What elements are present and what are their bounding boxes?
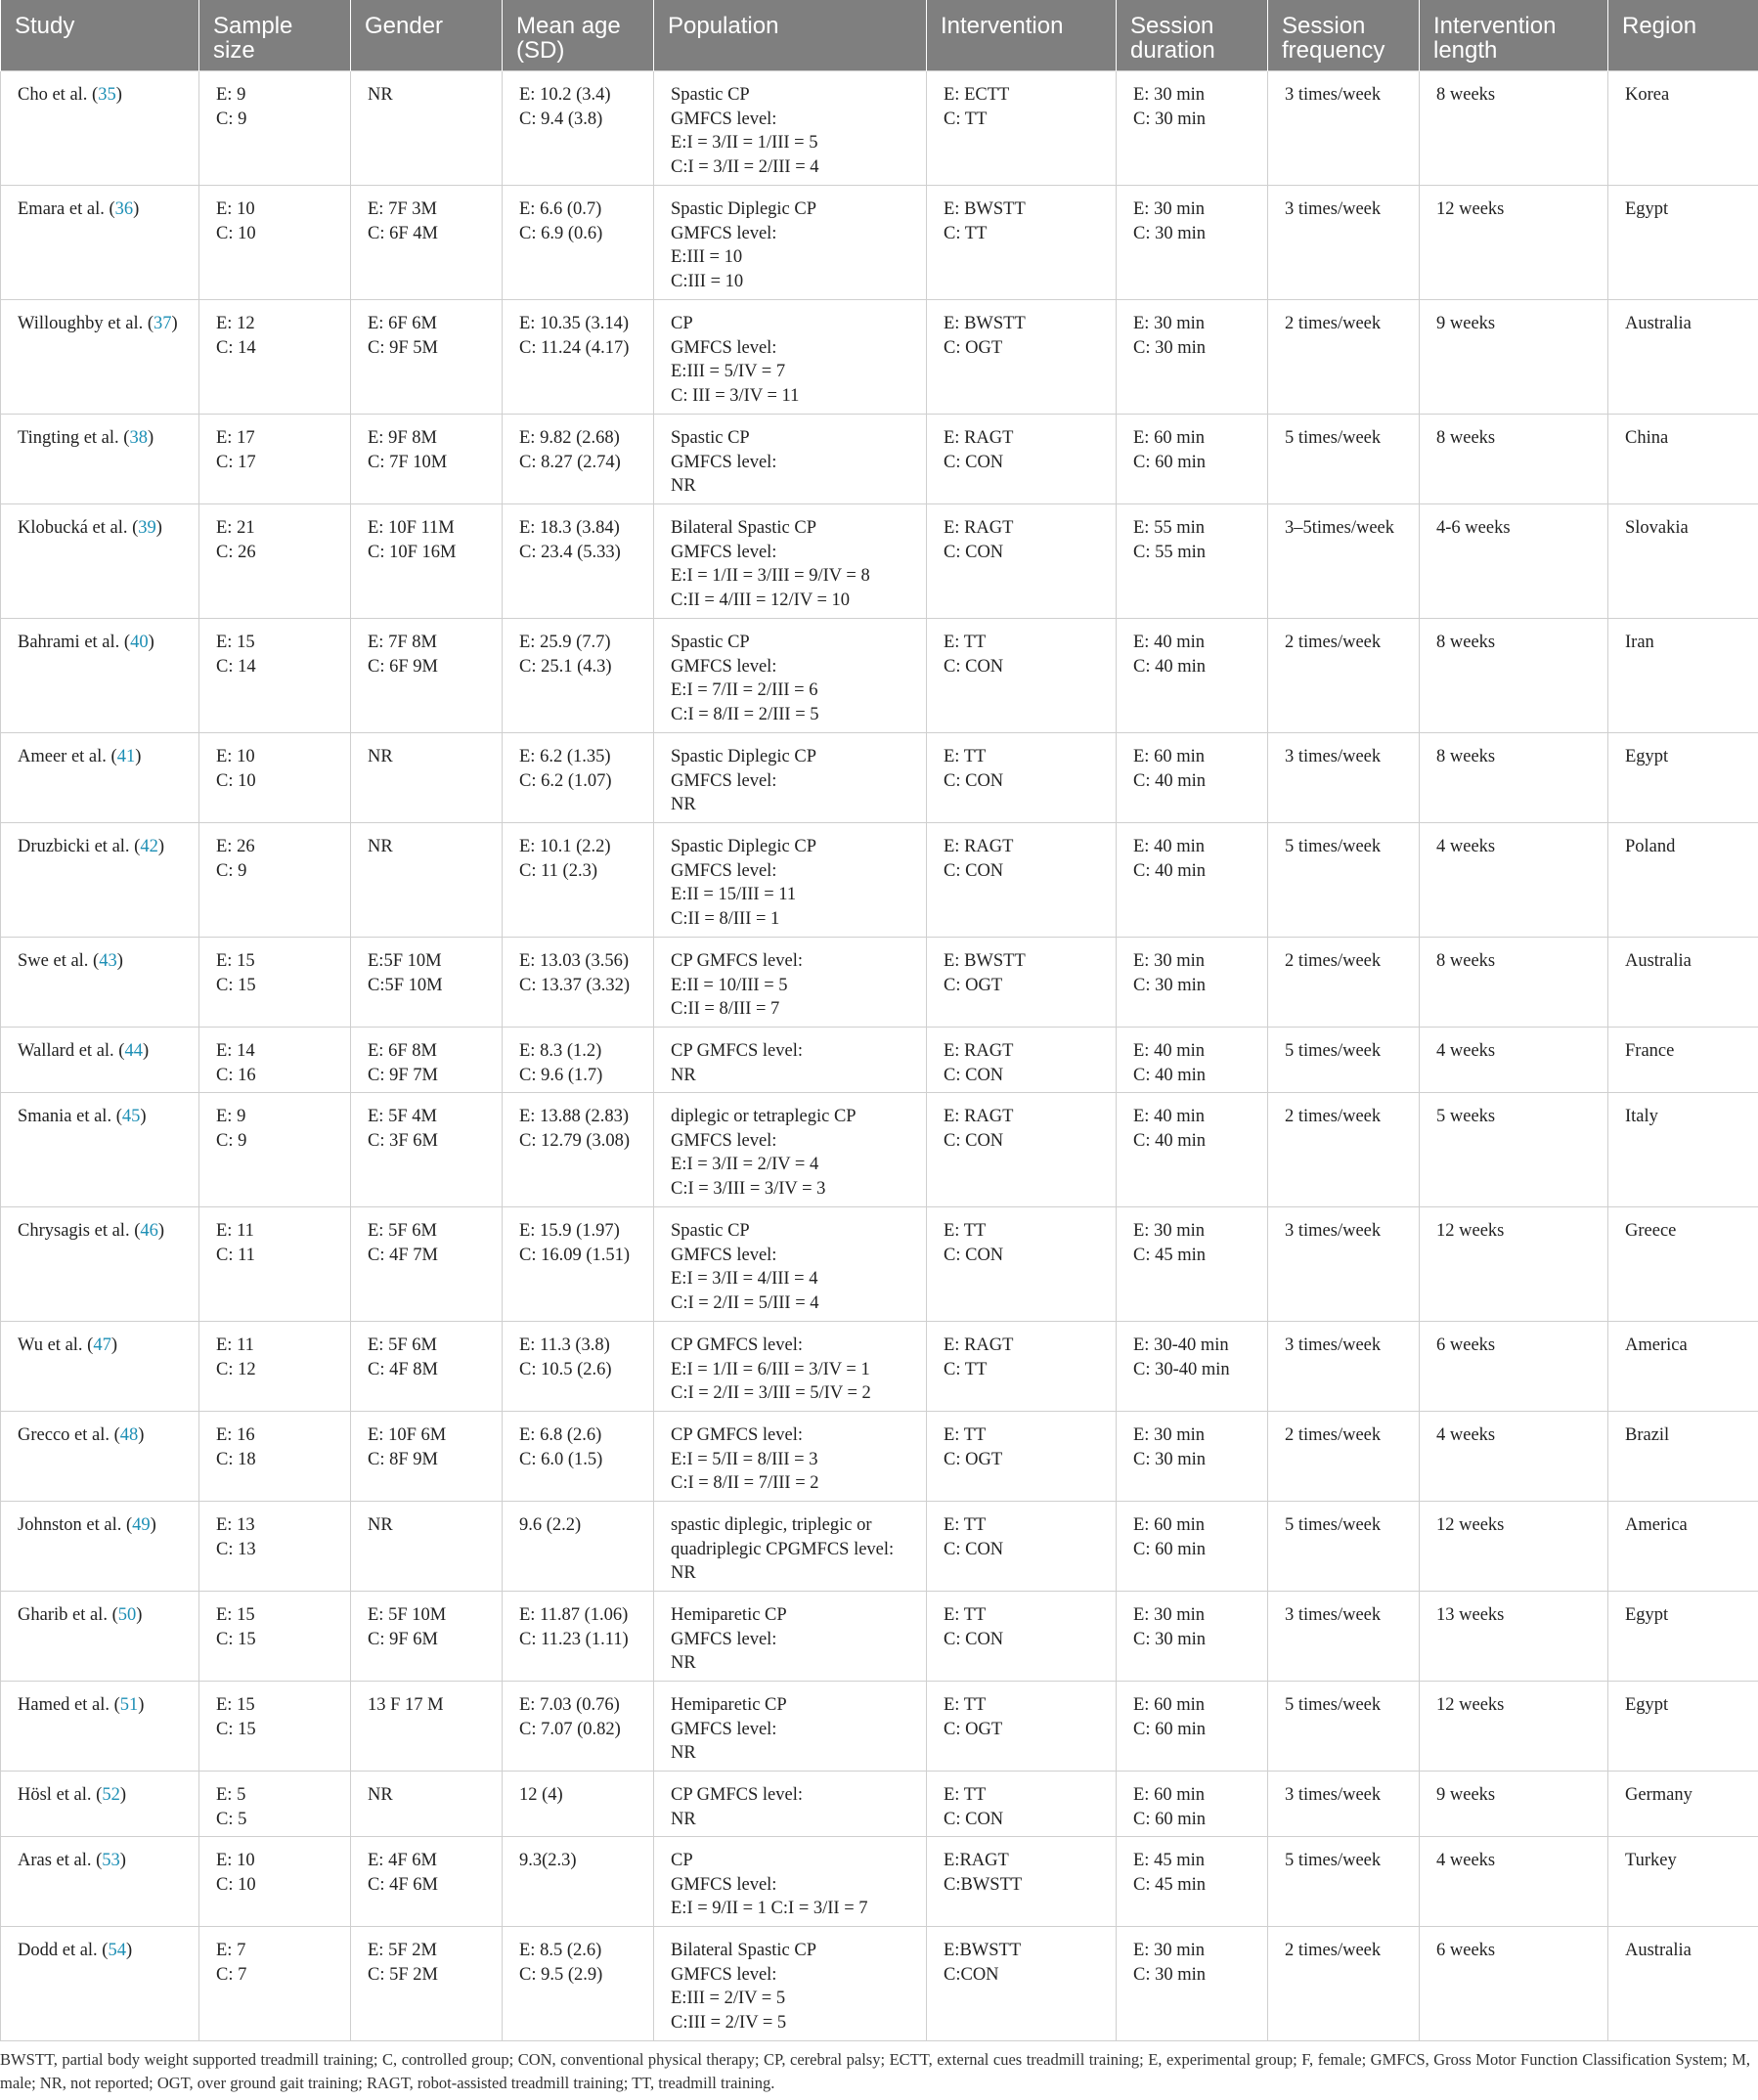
- intervention-length-cell: 9 weeks: [1420, 1772, 1608, 1837]
- session-frequency-cell: 2 times/week: [1268, 300, 1420, 415]
- study-name: Hamed et al. (: [18, 1695, 120, 1715]
- reference-link[interactable]: 41: [116, 747, 136, 766]
- intervention-cell: E: RAGT C: CON: [927, 1028, 1117, 1093]
- region-cell: Iran: [1608, 619, 1758, 733]
- reference-link[interactable]: 36: [114, 199, 134, 219]
- study-cell: [1, 300, 199, 415]
- study-name: Klobucká et al. (: [18, 518, 139, 538]
- gender-cell: E: 5F 6M C: 4F 7M: [351, 1207, 503, 1322]
- session-frequency-cell: 2 times/week: [1268, 1093, 1420, 1207]
- population-cell: diplegic or tetraplegic CP GMFCS level: E:I = 3/II = 2/IV = 4 C:I = 3/III = 3/IV = 3: [654, 1093, 927, 1207]
- reference-link[interactable]: 51: [119, 1695, 139, 1715]
- reference-close-paren: ): [138, 1425, 145, 1445]
- reference-close-paren: ): [133, 199, 140, 219]
- study-cell: [1, 1927, 199, 2041]
- study-cell: [1, 504, 199, 619]
- population-cell: Spastic CP GMFCS level: E:I = 3/II = 1/III = 5 C:I = 3/II = 2/III = 4: [654, 71, 927, 186]
- mean-age-cell: E: 18.3 (3.84) C: 23.4 (5.33): [503, 504, 654, 619]
- study-cell: [1, 1207, 199, 1322]
- gender-cell: E: 5F 6M C: 4F 8M: [351, 1322, 503, 1412]
- reference-link[interactable]: 35: [98, 85, 116, 105]
- intervention-cell: E: TT C: OGT: [927, 1412, 1117, 1502]
- session-duration-cell: E: 55 min C: 55 min: [1117, 504, 1268, 619]
- sample-size-cell: E: 12 C: 14: [199, 300, 351, 415]
- intervention-length-cell: 12 weeks: [1420, 1682, 1608, 1772]
- reference-close-paren: ): [157, 837, 165, 856]
- study-cell: [1, 71, 199, 186]
- session-frequency-cell: 5 times/week: [1268, 1502, 1420, 1592]
- intervention-cell: E: RAGT C: CON: [927, 504, 1117, 619]
- mean-age-cell: E: 10.35 (3.14) C: 11.24 (4.17): [503, 300, 654, 415]
- column-header-gender: Gender: [351, 0, 503, 71]
- reference-link[interactable]: 45: [121, 1107, 141, 1126]
- reference-link[interactable]: 53: [102, 1851, 120, 1870]
- column-header-study: Study: [1, 0, 199, 71]
- reference-link[interactable]: 42: [140, 837, 158, 856]
- intervention-length-cell: 12 weeks: [1420, 186, 1608, 300]
- column-header-population: Population: [654, 0, 927, 71]
- gender-cell: NR: [351, 1502, 503, 1592]
- table-row: [1, 1207, 1758, 1322]
- region-cell: Egypt: [1608, 1682, 1758, 1772]
- mean-age-cell: E: 15.9 (1.97) C: 16.09 (1.51): [503, 1207, 654, 1322]
- study-name: Tingting et al. (: [18, 428, 130, 448]
- session-frequency-cell: 5 times/week: [1268, 1837, 1420, 1927]
- session-duration-cell: E: 30 min C: 30 min: [1117, 1412, 1268, 1502]
- region-cell: Egypt: [1608, 733, 1758, 823]
- session-duration-cell: E: 30 min C: 30 min: [1117, 71, 1268, 186]
- session-frequency-cell: 5 times/week: [1268, 415, 1420, 504]
- study-name: Wallard et al. (: [18, 1041, 125, 1061]
- gender-cell: E: 5F 4M C: 3F 6M: [351, 1093, 503, 1207]
- session-frequency-cell: 3 times/week: [1268, 1322, 1420, 1412]
- gender-cell: E: 5F 2M C: 5F 2M: [351, 1927, 503, 2041]
- intervention-length-cell: 4 weeks: [1420, 1412, 1608, 1502]
- session-frequency-cell: 2 times/week: [1268, 1412, 1420, 1502]
- session-frequency-cell: 3 times/week: [1268, 1772, 1420, 1837]
- session-duration-cell: E: 30-40 min C: 30-40 min: [1117, 1322, 1268, 1412]
- reference-link[interactable]: 47: [93, 1335, 111, 1355]
- intervention-cell: E: BWSTT C: OGT: [927, 938, 1117, 1028]
- mean-age-cell: E: 11.3 (3.8) C: 10.5 (2.6): [503, 1322, 654, 1412]
- gender-cell: NR: [351, 733, 503, 823]
- mean-age-cell: 12 (4): [503, 1772, 654, 1837]
- gender-cell: E: 6F 8M C: 9F 7M: [351, 1028, 503, 1093]
- intervention-cell: E: RAGT C: CON: [927, 415, 1117, 504]
- mean-age-cell: E: 13.88 (2.83) C: 12.79 (3.08): [503, 1093, 654, 1207]
- session-frequency-cell: 2 times/week: [1268, 938, 1420, 1028]
- table-body: [1, 71, 1758, 2041]
- region-cell: Korea: [1608, 71, 1758, 186]
- study-cell: [1, 1772, 199, 1837]
- sample-size-cell: E: 15 C: 15: [199, 938, 351, 1028]
- column-header-region: Region: [1608, 0, 1758, 71]
- reference-close-paren: ): [116, 951, 123, 971]
- sample-size-cell: E: 9 C: 9: [199, 1093, 351, 1207]
- intervention-length-cell: 8 weeks: [1420, 71, 1608, 186]
- region-cell: Turkey: [1608, 1837, 1758, 1927]
- study-name: Ameer et al. (: [18, 747, 117, 766]
- study-cell: [1, 1502, 199, 1592]
- population-cell: CP GMFCS level: NR: [654, 1028, 927, 1093]
- gender-cell: NR: [351, 71, 503, 186]
- intervention-cell: E: BWSTT C: TT: [927, 186, 1117, 300]
- mean-age-cell: E: 25.9 (7.7) C: 25.1 (4.3): [503, 619, 654, 733]
- region-cell: Australia: [1608, 938, 1758, 1028]
- sample-size-cell: E: 11 C: 11: [199, 1207, 351, 1322]
- study-name: Willoughby et al. (: [18, 314, 154, 333]
- session-duration-cell: E: 40 min C: 40 min: [1117, 1093, 1268, 1207]
- gender-cell: E: 7F 8M C: 6F 9M: [351, 619, 503, 733]
- column-header-intervention: Intervention: [927, 0, 1117, 71]
- table-row: [1, 1322, 1758, 1412]
- intervention-length-cell: 6 weeks: [1420, 1322, 1608, 1412]
- study-cell: [1, 1028, 199, 1093]
- sample-size-cell: E: 16 C: 18: [199, 1412, 351, 1502]
- mean-age-cell: E: 13.03 (3.56) C: 13.37 (3.32): [503, 938, 654, 1028]
- intervention-length-cell: 8 weeks: [1420, 938, 1608, 1028]
- intervention-cell: E: TT C: CON: [927, 733, 1117, 823]
- table-row: [1, 823, 1758, 938]
- column-header-intervention-length: Intervention length: [1420, 0, 1608, 71]
- region-cell: Greece: [1608, 1207, 1758, 1322]
- sample-size-cell: E: 10 C: 10: [199, 186, 351, 300]
- reference-link[interactable]: 44: [124, 1041, 143, 1061]
- region-cell: America: [1608, 1502, 1758, 1592]
- intervention-cell: E: TT C: CON: [927, 1207, 1117, 1322]
- reference-close-paren: ): [125, 1941, 133, 1960]
- intervention-length-cell: 9 weeks: [1420, 300, 1608, 415]
- reference-close-paren: ): [157, 1221, 165, 1241]
- session-duration-cell: E: 60 min C: 60 min: [1117, 415, 1268, 504]
- gender-cell: E: 9F 8M C: 7F 10M: [351, 415, 503, 504]
- table-row: [1, 71, 1758, 186]
- population-cell: Bilateral Spastic CP GMFCS level: E:III = 2/IV = 5 C:III = 2/IV = 5: [654, 1927, 927, 2041]
- gender-cell: E: 7F 3M C: 6F 4M: [351, 186, 503, 300]
- session-duration-cell: E: 30 min C: 30 min: [1117, 1592, 1268, 1682]
- study-name: Johnston et al. (: [18, 1515, 133, 1535]
- reference-close-paren: ): [136, 1605, 143, 1625]
- reference-close-paren: ): [171, 314, 178, 333]
- intervention-cell: E: TT C: CON: [927, 1772, 1117, 1837]
- study-cell: [1, 1412, 199, 1502]
- population-cell: Spastic Diplegic CP GMFCS level: E:III = 10 C:III = 10: [654, 186, 927, 300]
- reference-link[interactable]: 48: [119, 1425, 139, 1445]
- sample-size-cell: E: 21 C: 26: [199, 504, 351, 619]
- study-name: Cho et al. (: [18, 85, 99, 105]
- study-name: Grecco et al. (: [18, 1425, 120, 1445]
- region-cell: Egypt: [1608, 1592, 1758, 1682]
- session-duration-cell: E: 60 min C: 60 min: [1117, 1502, 1268, 1592]
- intervention-cell: E: TT C: OGT: [927, 1682, 1117, 1772]
- region-cell: Poland: [1608, 823, 1758, 938]
- reference-link[interactable]: 49: [132, 1515, 151, 1535]
- reference-link[interactable]: 54: [108, 1941, 126, 1960]
- column-header-mean-age: Mean age (SD): [503, 0, 654, 71]
- intervention-length-cell: 13 weeks: [1420, 1592, 1608, 1682]
- gender-cell: 13 F 17 M: [351, 1682, 503, 1772]
- reference-close-paren: ): [119, 1851, 126, 1870]
- session-frequency-cell: 5 times/week: [1268, 823, 1420, 938]
- session-frequency-cell: 3 times/week: [1268, 186, 1420, 300]
- session-duration-cell: E: 30 min C: 45 min: [1117, 1207, 1268, 1322]
- mean-age-cell: E: 6.2 (1.35) C: 6.2 (1.07): [503, 733, 654, 823]
- study-name: Gharib et al. (: [18, 1605, 118, 1625]
- intervention-length-cell: 6 weeks: [1420, 1927, 1608, 2041]
- population-cell: Spastic CP GMFCS level: NR: [654, 415, 927, 504]
- study-name: Dodd et al. (: [18, 1941, 109, 1960]
- session-frequency-cell: 2 times/week: [1268, 619, 1420, 733]
- mean-age-cell: E: 10.2 (3.4) C: 9.4 (3.8): [503, 71, 654, 186]
- intervention-length-cell: 5 weeks: [1420, 1093, 1608, 1207]
- table-footnote: BWSTT, partial body weight supported treadmill training; C, controlled group; CON, conventional physical therapy; CP, cerebral palsy; ECTT, external cues treadmill training; E, experimental group; F, female; GMFCS, Gross Motor Function Classification System; M, male; NR, not reported; OGT, over ground gait training; RAGT, robot-assisted treadmill training; TT, treadmill training.: [0, 2050, 1750, 2092]
- session-frequency-cell: 5 times/week: [1268, 1682, 1420, 1772]
- region-cell: China: [1608, 415, 1758, 504]
- population-cell: CP GMFCS level: E:I = 9/II = 1 C:I = 3/II = 7: [654, 1837, 927, 1927]
- reference-close-paren: ): [119, 1785, 126, 1805]
- table-row: [1, 1502, 1758, 1592]
- session-frequency-cell: 3 times/week: [1268, 733, 1420, 823]
- study-cell: [1, 619, 199, 733]
- population-cell: CP GMFCS level: NR: [654, 1772, 927, 1837]
- reference-link[interactable]: 50: [117, 1605, 137, 1625]
- region-cell: Australia: [1608, 1927, 1758, 2041]
- sample-size-cell: E: 26 C: 9: [199, 823, 351, 938]
- intervention-cell: E: TT C: CON: [927, 619, 1117, 733]
- intervention-cell: E: TT C: CON: [927, 1502, 1117, 1592]
- intervention-length-cell: 8 weeks: [1420, 619, 1608, 733]
- study-cell: [1, 1682, 199, 1772]
- population-cell: Bilateral Spastic CP GMFCS level: E:I = 1/II = 3/III = 9/IV = 8 C:II = 4/III = 12/IV = 10: [654, 504, 927, 619]
- gender-cell: NR: [351, 823, 503, 938]
- mean-age-cell: E: 6.8 (2.6) C: 6.0 (1.5): [503, 1412, 654, 1502]
- reference-link[interactable]: 52: [102, 1785, 120, 1805]
- column-header-session-duration: Session duration: [1117, 0, 1268, 71]
- population-cell: Spastic Diplegic CP GMFCS level: E:II = 15/III = 11 C:II = 8/III = 1: [654, 823, 927, 938]
- intervention-cell: E: ECTT C: TT: [927, 71, 1117, 186]
- study-cell: [1, 1592, 199, 1682]
- study-name: Smania et al. (: [18, 1107, 122, 1126]
- intervention-length-cell: 12 weeks: [1420, 1502, 1608, 1592]
- sample-size-cell: E: 15 C: 14: [199, 619, 351, 733]
- study-cell: [1, 415, 199, 504]
- study-name: Chrysagis et al. (: [18, 1221, 141, 1241]
- study-cell: [1, 1322, 199, 1412]
- session-frequency-cell: 2 times/week: [1268, 1927, 1420, 2041]
- intervention-length-cell: 4 weeks: [1420, 1028, 1608, 1093]
- sample-size-cell: E: 10 C: 10: [199, 1837, 351, 1927]
- study-name: Druzbicki et al. (: [18, 837, 141, 856]
- session-duration-cell: E: 40 min C: 40 min: [1117, 823, 1268, 938]
- reference-close-paren: ): [138, 1695, 145, 1715]
- table-row: [1, 1837, 1758, 1927]
- session-frequency-cell: 5 times/week: [1268, 1028, 1420, 1093]
- column-header-sample-size: Sample size: [199, 0, 351, 71]
- table-row: [1, 1028, 1758, 1093]
- population-cell: Hemiparetic CP GMFCS level: NR: [654, 1682, 927, 1772]
- mean-age-cell: E: 8.3 (1.2) C: 9.6 (1.7): [503, 1028, 654, 1093]
- reference-link[interactable]: 38: [129, 428, 148, 448]
- reference-close-paren: ): [147, 428, 154, 448]
- session-duration-cell: E: 30 min C: 30 min: [1117, 186, 1268, 300]
- table-row: [1, 504, 1758, 619]
- table-row: [1, 1412, 1758, 1502]
- region-cell: Egypt: [1608, 186, 1758, 300]
- intervention-cell: E: TT C: CON: [927, 1592, 1117, 1682]
- region-cell: Germany: [1608, 1772, 1758, 1837]
- session-duration-cell: E: 40 min C: 40 min: [1117, 1028, 1268, 1093]
- table-header-row: [1, 0, 1758, 71]
- intervention-length-cell: 4 weeks: [1420, 823, 1608, 938]
- mean-age-cell: 9.3(2.3): [503, 1837, 654, 1927]
- sample-size-cell: E: 5 C: 5: [199, 1772, 351, 1837]
- session-duration-cell: E: 45 min C: 45 min: [1117, 1837, 1268, 1927]
- mean-age-cell: E: 7.03 (0.76) C: 7.07 (0.82): [503, 1682, 654, 1772]
- study-name: Wu et al. (: [18, 1335, 94, 1355]
- session-duration-cell: E: 30 min C: 30 min: [1117, 1927, 1268, 2041]
- reference-close-paren: ): [148, 633, 154, 652]
- study-name: Aras et al. (: [18, 1851, 103, 1870]
- population-cell: Hemiparetic CP GMFCS level: NR: [654, 1592, 927, 1682]
- study-name: Bahrami et al. (: [18, 633, 131, 652]
- region-cell: France: [1608, 1028, 1758, 1093]
- intervention-cell: E: BWSTT C: OGT: [927, 300, 1117, 415]
- gender-cell: E: 10F 6M C: 8F 9M: [351, 1412, 503, 1502]
- reference-close-paren: ): [115, 85, 122, 105]
- table-row: [1, 1772, 1758, 1837]
- study-name: Hösl et al. (: [18, 1785, 103, 1805]
- table-row: [1, 938, 1758, 1028]
- gender-cell: E: 4F 6M C: 4F 6M: [351, 1837, 503, 1927]
- reference-close-paren: ): [110, 1335, 118, 1355]
- mean-age-cell: E: 10.1 (2.2) C: 11 (2.3): [503, 823, 654, 938]
- study-cell: [1, 733, 199, 823]
- intervention-cell: E: RAGT C: CON: [927, 823, 1117, 938]
- table-row: [1, 1592, 1758, 1682]
- population-cell: CP GMFCS level: E:I = 5/II = 8/III = 3 C:I = 8/II = 7/III = 2: [654, 1412, 927, 1502]
- reference-close-paren: ): [155, 518, 162, 538]
- mean-age-cell: E: 11.87 (1.06) C: 11.23 (1.11): [503, 1592, 654, 1682]
- study-name: Emara et al. (: [18, 199, 115, 219]
- sample-size-cell: E: 9 C: 9: [199, 71, 351, 186]
- table-row: [1, 1927, 1758, 2041]
- intervention-cell: E:RAGT C:BWSTT: [927, 1837, 1117, 1927]
- study-cell: [1, 186, 199, 300]
- reference-link[interactable]: 37: [154, 314, 172, 333]
- session-duration-cell: E: 40 min C: 40 min: [1117, 619, 1268, 733]
- reference-link[interactable]: 43: [99, 951, 117, 971]
- study-cell: [1, 1093, 199, 1207]
- study-cell: [1, 938, 199, 1028]
- intervention-length-cell: 8 weeks: [1420, 415, 1608, 504]
- population-cell: CP GMFCS level: E:III = 5/IV = 7 C: III = 3/IV = 11: [654, 300, 927, 415]
- study-cell: [1, 823, 199, 938]
- sample-size-cell: E: 15 C: 15: [199, 1682, 351, 1772]
- sample-size-cell: E: 11 C: 12: [199, 1322, 351, 1412]
- table-row: [1, 300, 1758, 415]
- session-frequency-cell: 3 times/week: [1268, 71, 1420, 186]
- population-cell: CP GMFCS level: E:I = 1/II = 6/III = 3/IV = 1 C:I = 2/II = 3/III = 5/IV = 2: [654, 1322, 927, 1412]
- sample-size-cell: E: 15 C: 15: [199, 1592, 351, 1682]
- gender-cell: E: 5F 10M C: 9F 6M: [351, 1592, 503, 1682]
- study-cell: [1, 1837, 199, 1927]
- region-cell: Italy: [1608, 1093, 1758, 1207]
- population-cell: Spastic CP GMFCS level: E:I = 7/II = 2/III = 6 C:I = 8/II = 2/III = 5: [654, 619, 927, 733]
- sample-size-cell: E: 10 C: 10: [199, 733, 351, 823]
- reference-close-paren: ): [142, 1041, 150, 1061]
- reference-link[interactable]: 40: [130, 633, 149, 652]
- population-cell: CP GMFCS level: E:II = 10/III = 5 C:II = 8/III = 7: [654, 938, 927, 1028]
- sample-size-cell: E: 17 C: 17: [199, 415, 351, 504]
- intervention-cell: E:BWSTT C:CON: [927, 1927, 1117, 2041]
- mean-age-cell: 9.6 (2.2): [503, 1502, 654, 1592]
- reference-close-paren: ): [140, 1107, 147, 1126]
- mean-age-cell: E: 8.5 (2.6) C: 9.5 (2.9): [503, 1927, 654, 2041]
- gender-cell: E: 6F 6M C: 9F 5M: [351, 300, 503, 415]
- gender-cell: E: 10F 11M C: 10F 16M: [351, 504, 503, 619]
- session-duration-cell: E: 60 min C: 60 min: [1117, 1772, 1268, 1837]
- session-frequency-cell: 3 times/week: [1268, 1592, 1420, 1682]
- intervention-length-cell: 12 weeks: [1420, 1207, 1608, 1322]
- study-name: Swe et al. (: [18, 951, 100, 971]
- reference-link[interactable]: 39: [138, 518, 156, 538]
- table-row: [1, 415, 1758, 504]
- intervention-length-cell: 4-6 weeks: [1420, 504, 1608, 619]
- intervention-length-cell: 4 weeks: [1420, 1837, 1608, 1927]
- population-cell: Spastic Diplegic CP GMFCS level: NR: [654, 733, 927, 823]
- gender-cell: E:5F 10M C:5F 10M: [351, 938, 503, 1028]
- gender-cell: NR: [351, 1772, 503, 1837]
- session-duration-cell: E: 60 min C: 60 min: [1117, 1682, 1268, 1772]
- table-row: [1, 1093, 1758, 1207]
- mean-age-cell: E: 9.82 (2.68) C: 8.27 (2.74): [503, 415, 654, 504]
- reference-close-paren: ): [150, 1515, 156, 1535]
- region-cell: Australia: [1608, 300, 1758, 415]
- table-row: [1, 619, 1758, 733]
- intervention-length-cell: 8 weeks: [1420, 733, 1608, 823]
- table-row: [1, 1682, 1758, 1772]
- region-cell: Slovakia: [1608, 504, 1758, 619]
- session-duration-cell: E: 30 min C: 30 min: [1117, 938, 1268, 1028]
- population-cell: spastic diplegic, triplegic or quadriplegic CPGMFCS level: NR: [654, 1502, 927, 1592]
- column-header-session-frequency: Session frequency: [1268, 0, 1420, 71]
- region-cell: America: [1608, 1322, 1758, 1412]
- table-row: [1, 733, 1758, 823]
- mean-age-cell: E: 6.6 (0.7) C: 6.9 (0.6): [503, 186, 654, 300]
- session-duration-cell: E: 30 min C: 30 min: [1117, 300, 1268, 415]
- population-cell: Spastic CP GMFCS level: E:I = 3/II = 4/III = 4 C:I = 2/II = 5/III = 4: [654, 1207, 927, 1322]
- intervention-cell: E: RAGT C: TT: [927, 1322, 1117, 1412]
- region-cell: Brazil: [1608, 1412, 1758, 1502]
- sample-size-cell: E: 7 C: 7: [199, 1927, 351, 2041]
- session-frequency-cell: 3–5times/week: [1268, 504, 1420, 619]
- table-row: [1, 186, 1758, 300]
- session-frequency-cell: 3 times/week: [1268, 1207, 1420, 1322]
- session-duration-cell: E: 60 min C: 40 min: [1117, 733, 1268, 823]
- reference-close-paren: ): [135, 747, 142, 766]
- sample-size-cell: E: 13 C: 13: [199, 1502, 351, 1592]
- sample-size-cell: E: 14 C: 16: [199, 1028, 351, 1093]
- intervention-cell: E: RAGT C: CON: [927, 1093, 1117, 1207]
- reference-link[interactable]: 46: [140, 1221, 158, 1241]
